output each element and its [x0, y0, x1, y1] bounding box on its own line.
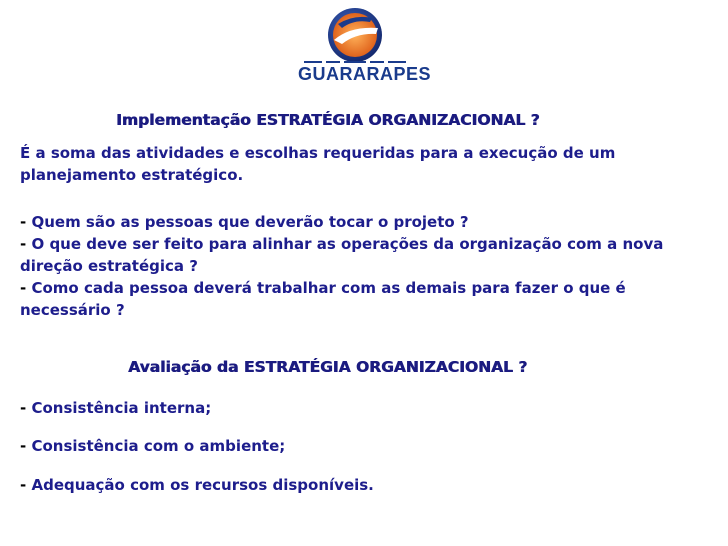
list-item-text: Como cada pessoa deverá trabalhar com as demais para fazer o que é necessário ?: [20, 279, 626, 319]
dash-marker: -: [20, 399, 27, 417]
dash-marker: -: [20, 279, 27, 297]
intro-paragraph: É a soma das atividades e escolhas requeridas para a execução de um planejamento estratégico.: [20, 144, 616, 184]
list-item: [20, 211, 720, 233]
evaluation-item-text: Adequação com os recursos disponíveis.: [31, 476, 374, 494]
evaluation-item-text: Consistência interna;: [31, 399, 212, 417]
evaluation-heading: Avaliação da ESTRATÉGIA ORGANIZACIONAL ?: [128, 358, 528, 376]
guararapes-logo: [298, 6, 432, 96]
dash-marker: -: [20, 235, 27, 253]
list-item-text: O que deve ser feito para alinhar as operações da organização com a nova direção estratégica ?: [20, 235, 664, 275]
evaluation-item: [20, 474, 374, 496]
list-item: [20, 277, 720, 321]
evaluation-item: [20, 435, 285, 457]
list-item: [20, 233, 720, 277]
dash-marker: -: [20, 476, 27, 494]
implementation-heading: Implementação ESTRATÉGIA ORGANIZACIONAL ?: [116, 111, 540, 129]
globe-logo-icon: [298, 6, 412, 66]
question-list: [20, 211, 720, 321]
evaluation-item: [20, 397, 211, 419]
dash-marker: -: [20, 213, 27, 231]
evaluation-item-text: Consistência com o ambiente;: [31, 437, 286, 455]
dash-marker: -: [20, 437, 27, 455]
list-item-text: Quem são as pessoas que deverão tocar o projeto ?: [31, 213, 469, 231]
logo-stripe-marks: [304, 61, 406, 63]
brand-name: GUARARAPES: [298, 64, 432, 84]
